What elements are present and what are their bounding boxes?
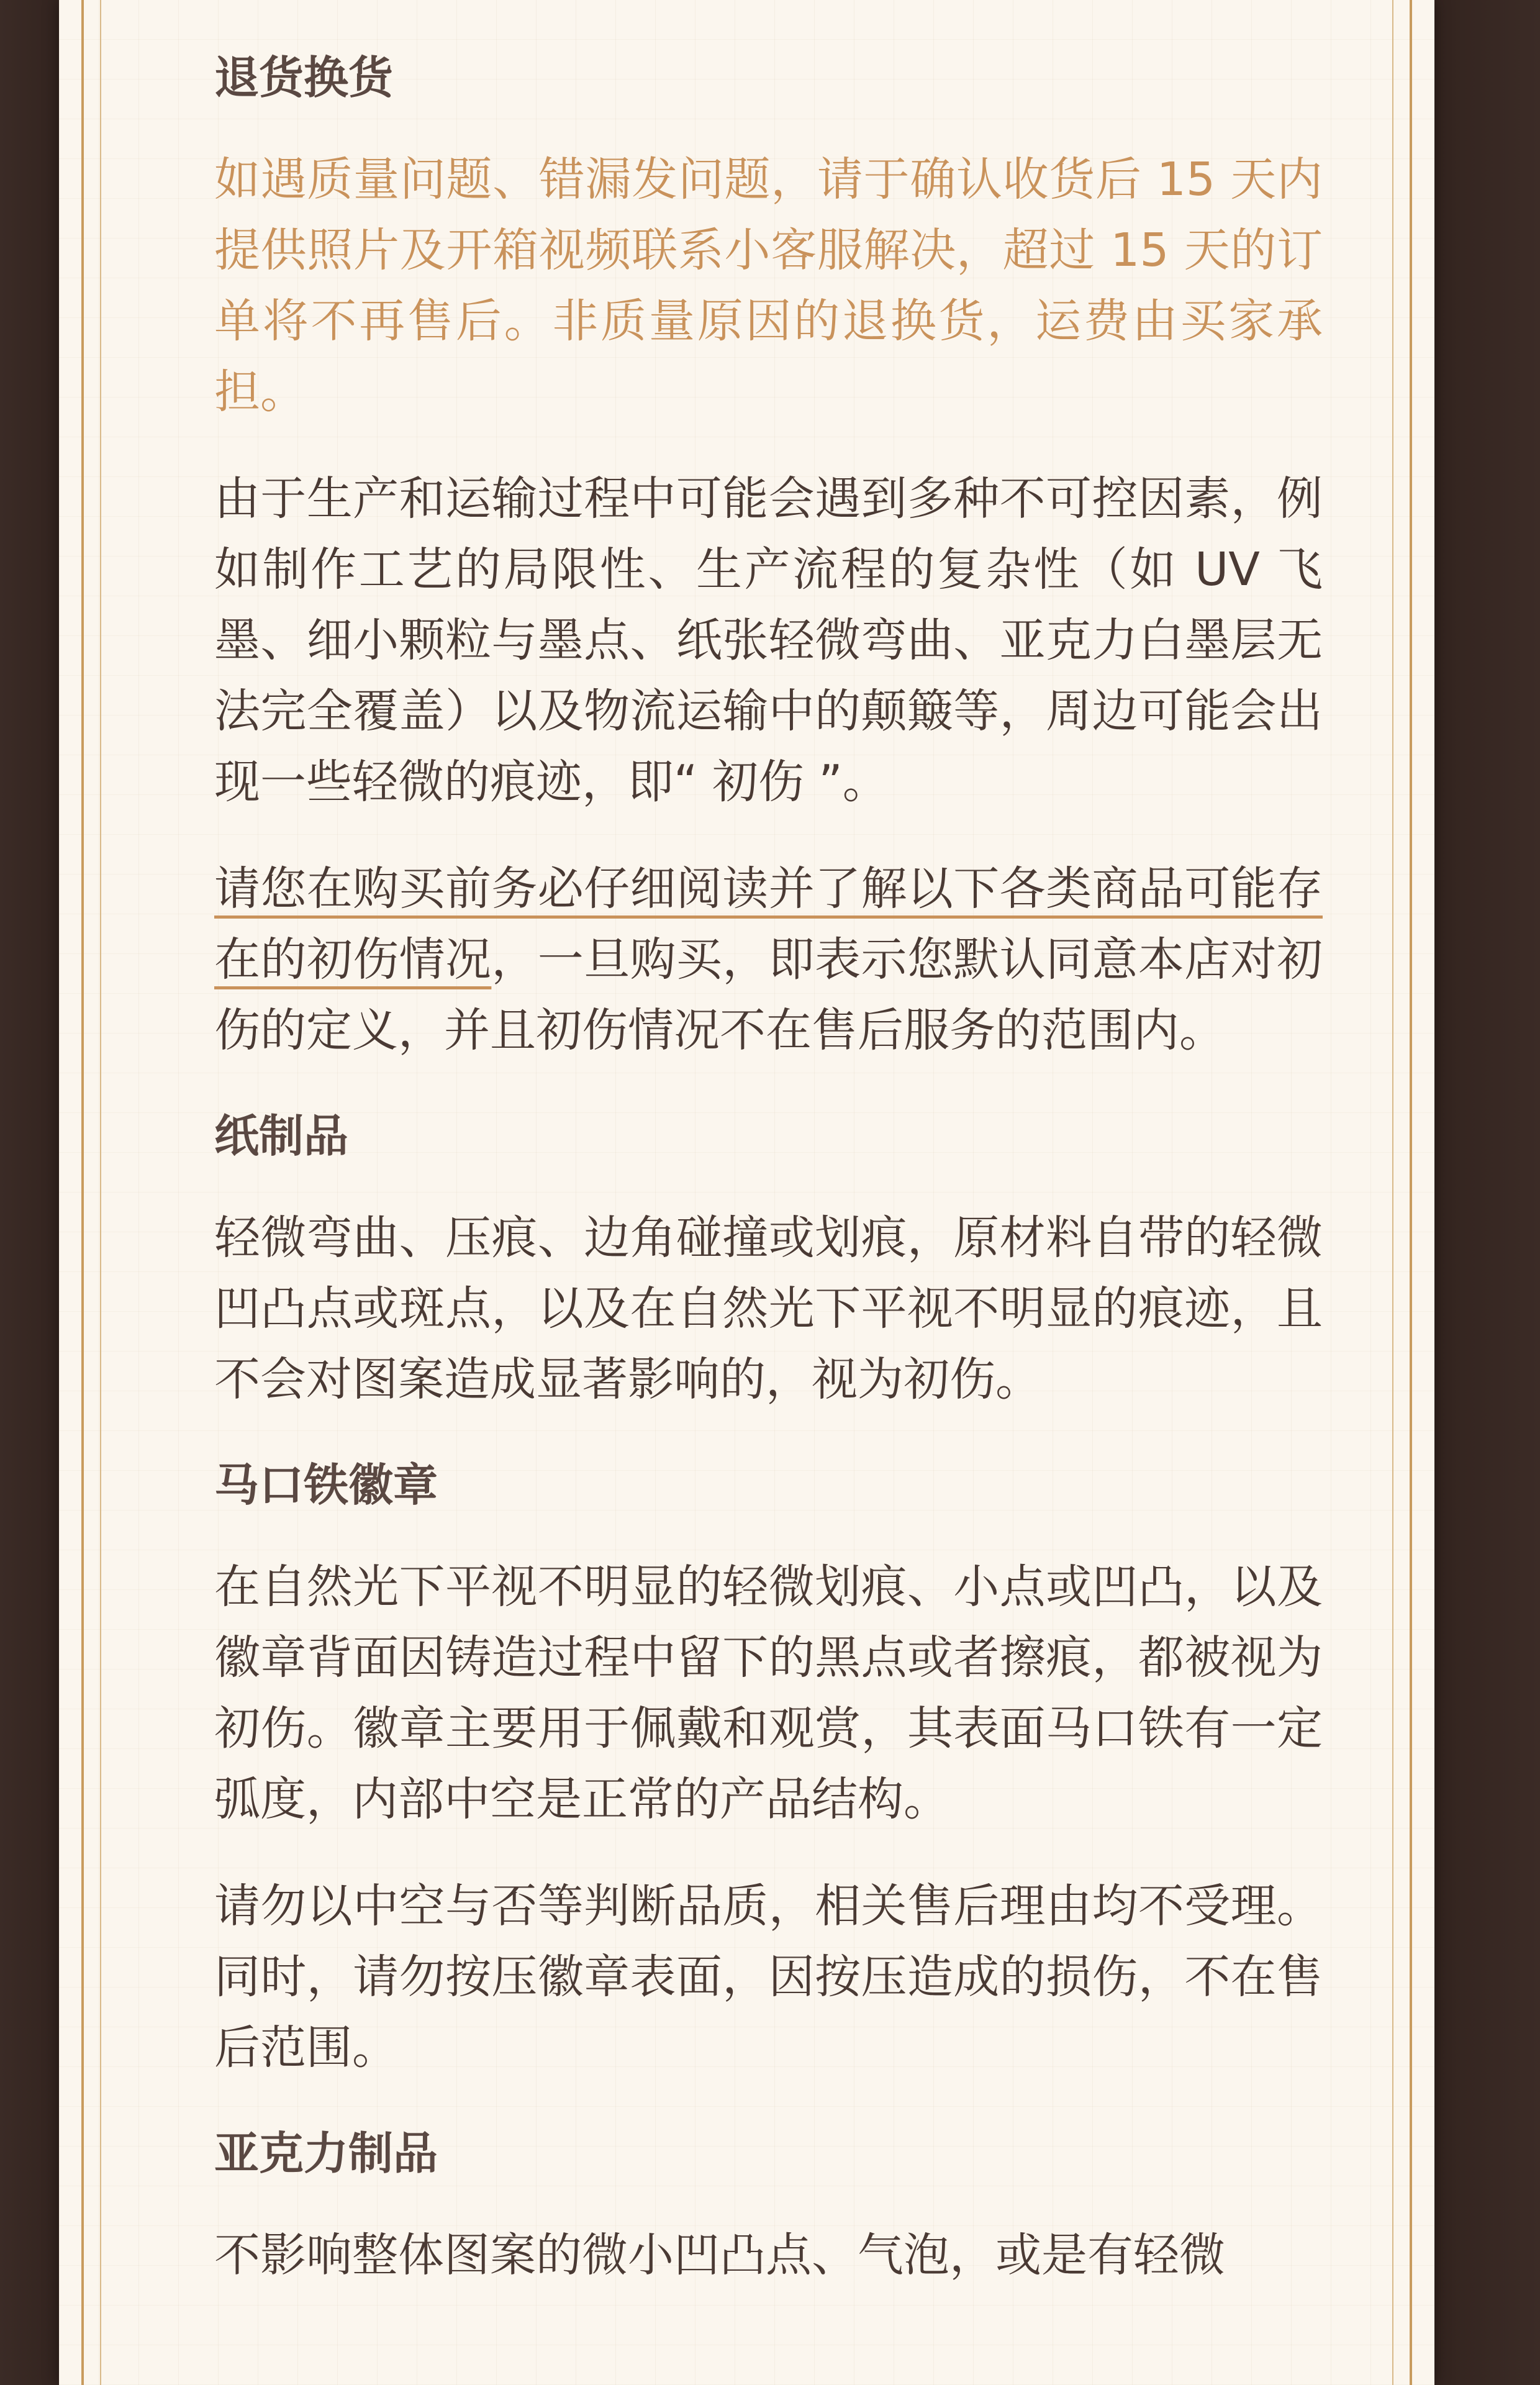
tin-badge-text-1: 在自然光下平视不明显的轻微划痕、小点或凹凸，以及徽章背面因铸造过程中留下的黑点或者擦痕，都被视为初伤。徽章主要用于佩戴和观赏，其表面马口铁有一定弧度，内部中空是正常的产品结构。 [214, 1560, 1323, 1826]
purchase-notice-rest: ，一旦购买，即表示您默认同意本店对初伤的定义，并且初伤情况不在售后服务的范围内。 [214, 933, 1323, 1057]
left-border [0, 0, 59, 2385]
purchase-notice-underlined: 请您在购买前务必仔细阅读并了解以下各类商品可能存在的初伤情况 [214, 862, 1323, 986]
paper-card [59, 0, 1434, 2385]
paper-goods-text: 轻微弯曲、压痕、边角碰撞或划痕，原材料自带的轻微凹凸点或斑点，以及在自然光下平视不明显的痕迹，且不会对图案造成显著影响的，视为初伤。 [214, 1211, 1323, 1406]
acrylic-text: 不影响整体图案的微小凹凸点、气泡，或是有轻微 [214, 2228, 1225, 2282]
tin-badge-text-2: 请勿以中空与否等判断品质，相关售后理由均不受理。同时，请勿按压徽章表面，因按压造成的损伤，不在售后范围。 [214, 1879, 1323, 2074]
section-heading-returns: 退货换货 [214, 52, 394, 104]
section-heading-tin-badge: 马口铁徽章 [214, 1459, 438, 1511]
initial-damage-explanation: 由于生产和运输过程中可能会遇到多种不可控因素，例如制作工艺的局限性、生产流程的复杂性（如 UV 飞墨、细小颗粒与墨点、纸张轻微弯曲、亚克力白墨层无法完全覆盖）以及物流运输中的颠簸等，周边可能会出现一些轻微的痕迹，即“ 初伤 ”。 [214, 472, 1323, 809]
section-heading-acrylic: 亚克力制品 [214, 2127, 438, 2179]
section-heading-paper-goods: 纸制品 [214, 1110, 349, 1162]
policy-content [214, 43, 1323, 2327]
right-border [1434, 0, 1540, 2385]
returns-policy-text: 如遇质量问题、错漏发问题，请于确认收货后 15 天内提供照片及开箱视频联系小客服解决，超过 15 天的订单将不再售后。非质量原因的退换货，运费由买家承担。 [214, 153, 1323, 419]
purchase-notice [214, 853, 1323, 1066]
